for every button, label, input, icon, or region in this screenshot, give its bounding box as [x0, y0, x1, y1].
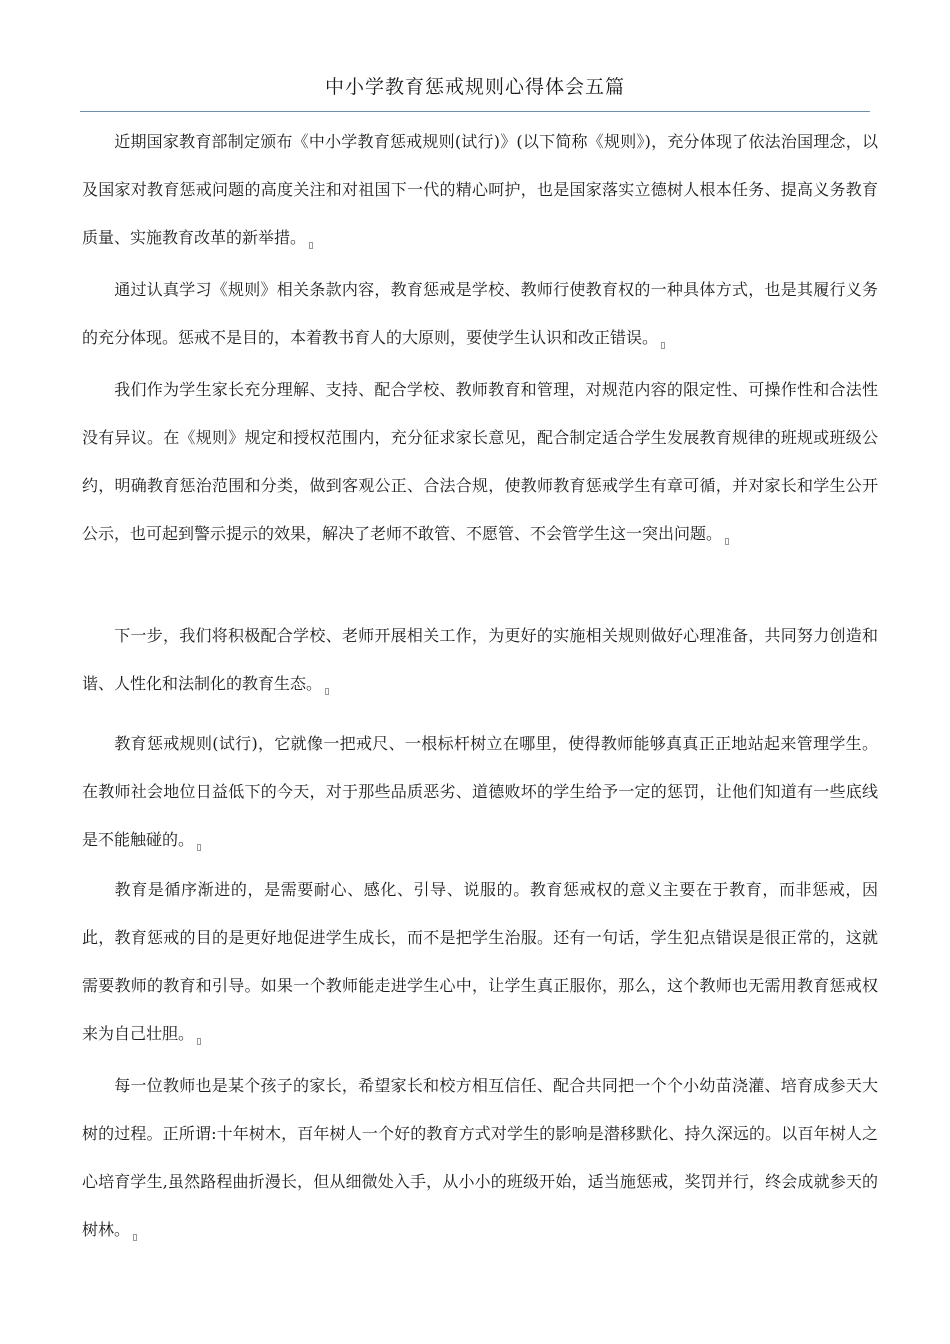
paragraph-3: [82, 366, 878, 558]
paragraph-text: 每一位教师也是某个孩子的家长，希望家长和校方相互信任、配合共同把一个个小幼苗浇灌、培育成参天大树的过程。正所谓:十年树木，百年树人一个好的教育方式对学生的影响是潜移默化、持久深远的。以百年树人之心培育学生,虽然路程曲折漫长，但从细微处入手，从小小的班级开始，适当施惩戒，奖罚并行，终会成就参天的树林。: [82, 1076, 878, 1239]
paragraph-mark-icon: [325, 688, 329, 695]
paragraph-mark-icon: [725, 538, 729, 545]
paragraph-7: [82, 1062, 878, 1254]
paragraph-mark-icon: [661, 342, 665, 349]
paragraph-5: [82, 720, 878, 864]
paragraph-text: 通过认真学习《规则》相关条款内容，教育惩戒是学校、教师行使教育权的一种具体方式，也是其履行义务的充分体现。惩戒不是目的，本着教书育人的大原则，要使学生认识和改正错误。: [82, 280, 878, 347]
paragraph-mark-icon: [309, 242, 313, 249]
paragraph-mark-icon: [197, 844, 201, 851]
paragraph-text: 我们作为学生家长充分理解、支持、配合学校、教师教育和管理，对规范内容的限定性、可操作性和合法性没有异议。在《规则》规定和授权范围内，充分征求家长意见，配合制定适合学生发展教育规律的班规或班级公约，明确教育惩治范围和分类，做到客观公正、合法合规，使教师教育惩戒学生有章可循，并对家长和学生公开公示，也可起到警示提示的效果，解决了老师不敢管、不愿管、不会管学生这一突出问题。: [82, 380, 878, 543]
paragraph-1: [82, 118, 878, 262]
paragraph-text: 教育惩戒规则(试行)，它就像一把戒尺、一根标杆树立在哪里，使得教师能够真真正正地站起来管理学生。在教师社会地位日益低下的今天，对于那些品质恶劣、道德败坏的学生给予一定的惩罚，让他们知道有一些底线是不能触碰的。: [82, 734, 878, 849]
paragraph-6: [82, 866, 878, 1058]
paragraph-text: 近期国家教育部制定颁布《中小学教育惩戒规则(试行)》(以下简称《规则》)，充分体现了依法治国理念，以及国家对教育惩戒问题的高度关注和对祖国下一代的精心呵护，也是国家落实立德树人根本任务、提高义务教育质量、实施教育改革的新举措。: [82, 132, 878, 247]
paragraph-text: 下一步，我们将积极配合学校、老师开展相关工作，为更好的实施相关规则做好心理准备，共同努力创造和谐、人性化和法制化的教育生态。: [82, 626, 878, 693]
title-underline: [80, 111, 870, 112]
document-title: 中小学教育惩戒规则心得体会五篇: [324, 76, 625, 98]
paragraph-mark-icon: [133, 1234, 137, 1241]
paragraph-4: [82, 612, 878, 708]
paragraph-text: 教育是循序渐进的，是需要耐心、感化、引导、说服的。教育惩戒权的意义主要在于教育，而非惩戒，因此，教育惩戒的目的是更好地促进学生成长，而不是把学生治服。还有一句话，学生犯点错误是很正常的，这就需要教师的教育和引导。如果一个教师能走进学生心中，让学生真正服你，那么，这个教师也无需用教育惩戒权来为自己壮胆。: [82, 880, 878, 1043]
paragraph-mark-icon: [197, 1038, 201, 1045]
paragraph-2: [82, 266, 878, 362]
